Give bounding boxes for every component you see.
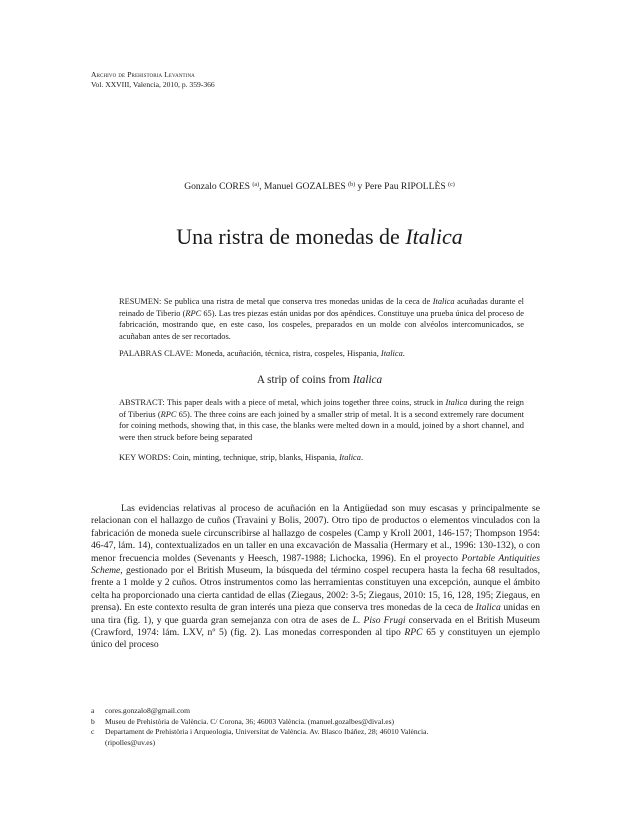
- journal-volume: Vol. XXVIII, Valencia, 2010, p. 359-366: [91, 80, 215, 89]
- palabras-text: Moneda, acuñación, técnica, ristra, cospeles, Hispania,: [195, 349, 381, 358]
- abstract-label: ABSTRACT:: [119, 398, 167, 407]
- footnote-text: cores.gonzalo8@gmail.com: [105, 706, 191, 715]
- author-line: [0, 181, 639, 192]
- author-separator: y: [355, 181, 365, 192]
- palabras-italic: Italica: [380, 349, 403, 358]
- keywords-label: KEY WORDS:: [119, 453, 173, 462]
- author-affiliation-mark: (a): [252, 182, 260, 188]
- footnotes: [91, 706, 540, 748]
- body-italic: RPC: [404, 627, 423, 639]
- footnote: [91, 717, 540, 728]
- abstract-text: 65). The three coins are each joined by a smaller strip of metal. It is a second extremely rare document for coining methods, showing that, in this case, the blanks were melted down in a mould, joined by a short channel, and were then struck before being separated: [119, 409, 525, 442]
- abstract-paragraph: [119, 397, 524, 443]
- abstract-text: during the reign of Tiberius (: [119, 398, 524, 419]
- keywords-italic: Italica: [339, 453, 361, 462]
- author-separator: ,: [259, 181, 264, 192]
- abstract-text: This paper deals with a piece of metal, which joins together three coins, struck in: [166, 398, 446, 407]
- body-italic: Portable Antiquities Scheme: [91, 552, 540, 577]
- resumen-italic: RPC: [185, 308, 202, 318]
- body-text-run: conservada en el British Museum (Crawford, 1974: lám. LXV, nº 5) (fig. 2). Las monedas corresponden al tipo: [91, 614, 540, 639]
- resumen-italic: Italica: [432, 297, 455, 306]
- footnote-mark: a: [91, 706, 95, 715]
- palabras-clave: [119, 348, 524, 360]
- author-name: Manuel GOZALBES: [263, 181, 346, 192]
- footnote: [91, 727, 540, 738]
- abstract-italic: RPC: [160, 409, 177, 419]
- footnote-text: Departament de Prehistòria i Arqueologia, Universitat de València. Av. Blasco Ibáñez, 28; 46010 València.: [105, 727, 429, 737]
- english-title: [0, 373, 639, 387]
- footnote-text: Museu de Prehistòria de València. C/ Corona, 36; 46003 València. (manuel.gozalbes@dival.es): [105, 716, 395, 726]
- body-text: [91, 503, 540, 652]
- footnote-mark: c: [91, 727, 95, 737]
- resumen-paragraph: [119, 296, 524, 342]
- palabras-end: .: [402, 349, 405, 358]
- body-italic: L. Piso Frugi: [352, 614, 406, 626]
- author-name: Gonzalo CORES: [184, 181, 251, 192]
- abstract-italic: Italica: [445, 398, 468, 407]
- journal-header: [91, 70, 215, 90]
- keywords-end: .: [360, 453, 364, 462]
- palabras-label: PALABRAS CLAVE:: [119, 349, 196, 358]
- title-text: Una ristra de monedas de: [176, 224, 406, 249]
- footnote-continuation: (ripolles@uv.es): [105, 737, 156, 747]
- footnote: [91, 706, 540, 717]
- author-affiliation-mark: (b): [348, 182, 356, 188]
- title-italic: Italica: [405, 224, 463, 249]
- body-paragraph: [91, 503, 540, 652]
- body-italic: Italica: [475, 602, 501, 614]
- keywords-text: Coin, minting, technique, strip, blanks, Hispania,: [172, 453, 340, 462]
- resumen-label: RESUMEN:: [119, 297, 164, 306]
- key-words: [119, 452, 524, 464]
- body-text-run: 65 y constituyen un ejemplo único del proceso: [91, 627, 540, 651]
- author-name: Pere Pau RIPOLLÈS: [364, 181, 446, 192]
- subtitle-text: A strip of coins from: [256, 374, 353, 386]
- subtitle-italic: Italica: [352, 374, 383, 386]
- body-text-run: , gestionado por el British Museum, la búsqueda del término cospel recupera hasta la fecha 68 resultados, frente a 1 molde y 2 cuños. Otros instrumentos como las herramientas constituyen una excepción, aunque el ámbito celta ha proporcionado una cierta cantidad de ellas (Ziegaus, 2002: 3-5; Ziegaus, 2010: 15, 16, 128, 195; Ziegaus, en prensa). En este contexto resulta de gran interés una pieza que conserva tres monedas de la ceca de: [91, 565, 540, 614]
- body-text-run: unidas en una tira (fig. 1), y que guarda gran semejanza con otra de ases de: [91, 602, 540, 626]
- resumen-text: 65). Las tres piezas están unidas por dos apéndices. Constituye una prueba única del proceso de fabricación, mostrando que, en este caso, los cospeles, preparados en un molde con alvéolos intercomunicados, se acuñaban antes de ser recortados.: [119, 308, 525, 341]
- body-text-run: Las evidencias relativas al proceso de acuñación en la Antigüedad son muy escasas y principalmente se relacionan con el hallazgo de cuños (Travaini y Bolis, 2007). Otro tipo de productos o elementos vinculados con la fabricación de moneda suele circunscribirse al hallazgo de cospeles (Camp y Kroll 2001, 146-157; Thompson 1954: 46-47, lám. 14), contextualizados en un taller en una excavación de Massalia (Hermary et al., 1996: 130-132), o con menor frecuencia moldes (Sevenants y Heesch, 1987-1988; Lichocka, 1996). En el proyecto: [91, 503, 540, 564]
- author-affiliation-mark: (c): [448, 182, 455, 188]
- resumen-text: acuñadas durante el reinado de Tiberio (: [119, 297, 524, 318]
- footnote-mark: b: [91, 716, 95, 726]
- paper-title: [0, 224, 639, 250]
- journal-name: Archivo de Prehistoria Levantina: [91, 70, 195, 79]
- resumen-text: Se publica una ristra de metal que conserva tres monedas unidas de la ceca de: [163, 297, 433, 306]
